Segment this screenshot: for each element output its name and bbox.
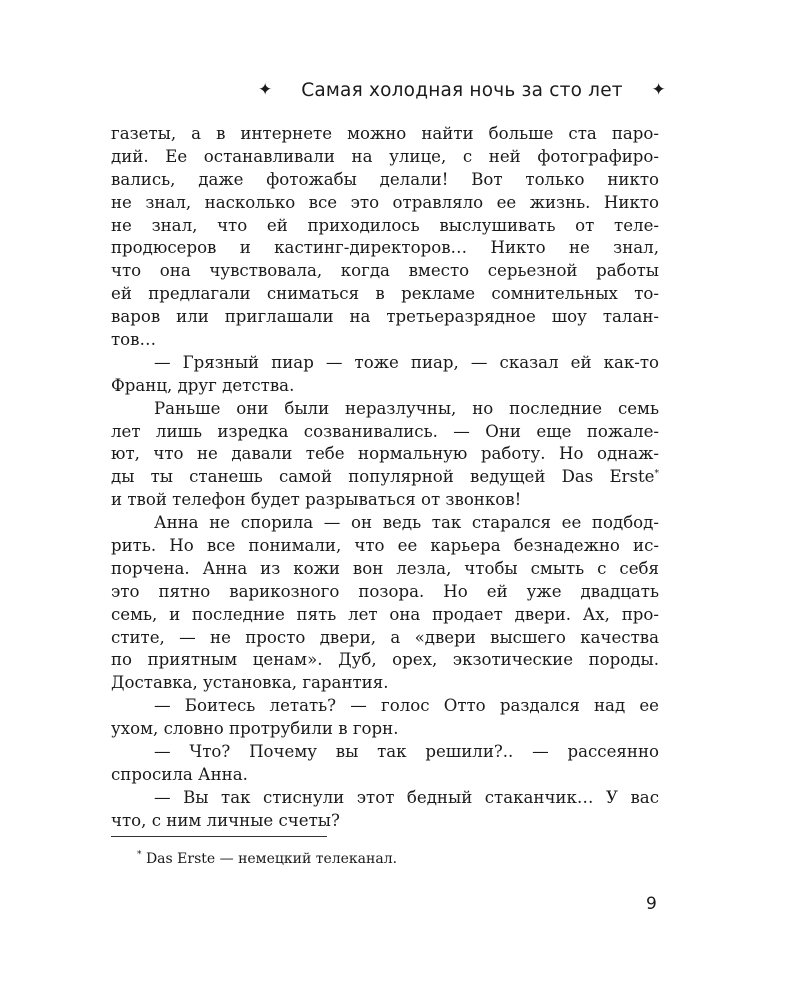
- text-line: не знал, что ей приходилось выслушивать от теле-: [111, 215, 659, 235]
- text-line: спросила Анна.: [111, 764, 248, 784]
- text-line: тов…: [111, 330, 157, 350]
- footnote-divider: [111, 836, 327, 837]
- text-line: ухом, словно протрубили в горн.: [111, 719, 399, 739]
- text-line: это пятно варикозного позора. Но ей уже двадцать: [111, 581, 659, 601]
- text-line: и твой телефон будет разрываться от звонков!: [111, 490, 522, 510]
- text-line: что, с ним личные счеты?: [111, 810, 340, 830]
- text-line: стите, — не просто двери, а «двери высшего качества: [111, 627, 659, 647]
- text-line: продюсеров и кастинг-директоров… Никто не знал,: [111, 238, 659, 258]
- footnote-text: Das Erste — немецкий телеканал.: [145, 851, 398, 867]
- text-line: [111, 466, 659, 489]
- text-line: лет лишь изредка созванивались. — Они еще пожале-: [111, 421, 659, 441]
- text-line: — Вы так стиснули этот бедный стаканчик… У вас: [154, 787, 659, 807]
- text-line: — Что? Почему вы так решили?.. — рассеянно: [154, 742, 659, 762]
- text-line: рить. Но все понимали, что ее карьера безнадежно ис-: [111, 536, 659, 556]
- text-line: Анна не спорила — он ведь так старался ее подбод-: [154, 513, 659, 533]
- text-line: ей предлагали сниматься в рекламе сомнительных то-: [111, 284, 659, 304]
- text-line: дий. Ее останавливали на улице, с ней фотографиро-: [111, 146, 659, 166]
- text-line: вались, даже фотожабы делали! Вот только никто: [111, 169, 659, 189]
- text-line: семь, и последние пять лет она продает двери. Ах, про-: [111, 604, 659, 624]
- text-line: Раньше они были неразлучны, но последние семь: [154, 398, 659, 418]
- text-line: Доставка, установка, гарантия.: [111, 673, 389, 693]
- page-number: 9: [646, 894, 657, 914]
- text-line: не знал, насколько все это отравляло ее жизнь. Никто: [111, 192, 659, 212]
- footnote: [137, 850, 397, 868]
- text-line: варов или приглашали на третьеразрядное шоу талан-: [111, 307, 659, 327]
- text-line: по приятным ценам». Дуб, орех, экзотические породы.: [111, 650, 659, 670]
- footnote-marker: *: [654, 469, 659, 480]
- text-line-content: ды ты станешь самой популярной ведущей Das Erste: [111, 467, 655, 487]
- text-line: газеты, а в интернете можно найти больше ста паро-: [111, 124, 659, 143]
- text-line: порчена. Анна из кожи вон лезла, чтобы смыть с себя: [111, 558, 659, 578]
- text-line: ют, что не давали тебе нормальную работу. Но однаж-: [111, 444, 659, 464]
- star-right-icon: ✦: [651, 79, 666, 100]
- text-line: что она чувствовала, когда вместо серьезной работы: [111, 261, 659, 281]
- running-head-title: Самая холодная ночь за сто лет: [301, 79, 623, 101]
- body-text: [111, 123, 659, 833]
- text-line: Франц, друг детства.: [111, 375, 295, 395]
- text-line: — Грязный пиар — тоже пиар, — сказал ей как-то: [154, 352, 659, 372]
- star-left-icon: ✦: [258, 79, 273, 100]
- footnote-mark: *: [137, 850, 142, 860]
- running-head: [258, 76, 666, 104]
- text-line: — Боитесь летать? — голос Отто раздался над ее: [154, 696, 659, 716]
